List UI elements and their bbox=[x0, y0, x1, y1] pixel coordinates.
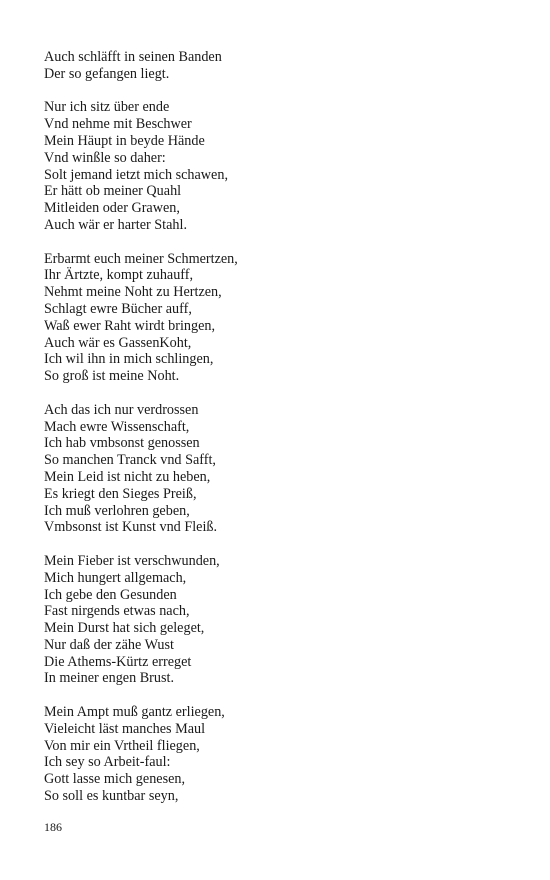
poem-line: Ach das ich nur verdrossen bbox=[44, 401, 199, 418]
stanza-3 bbox=[44, 251, 514, 385]
stanza-2 bbox=[44, 99, 514, 233]
poem-line: Mach ewre Wissenschaft, bbox=[44, 418, 190, 435]
poem-line: Nur daß der zähe Wust bbox=[44, 636, 174, 653]
poem-line: Mein Fieber ist verschwunden, bbox=[44, 552, 220, 569]
poem-line: Ich gebe den Gesunden bbox=[44, 586, 177, 603]
poem-line: Nur ich sitz über ende bbox=[44, 99, 170, 116]
poem-line: Mein Häupt in beyde Hände bbox=[44, 132, 205, 149]
poem-line: Ich sey so Arbeit-faul: bbox=[44, 754, 171, 771]
poem-line: Mich hungert allgemach, bbox=[44, 569, 187, 586]
stanza-1 bbox=[44, 49, 514, 83]
poem-line: Schlagt ewre Bücher auff, bbox=[44, 300, 192, 317]
poem-line: Auch wär es GassenKoht, bbox=[44, 334, 192, 351]
poem-line: Ich hab vmbsonst genossen bbox=[44, 435, 200, 452]
poem-line: In meiner engen Brust. bbox=[44, 670, 175, 687]
poem-line: Nehmt meine Noht zu Hertzen, bbox=[44, 284, 222, 301]
poem-line: Vnd nehme mit Beschwer bbox=[44, 116, 192, 133]
poem-line: Gott lasse mich genesen, bbox=[44, 771, 186, 788]
poem-line: So groß ist meine Noht. bbox=[44, 368, 180, 385]
poem-line: So manchen Tranck vnd Safft, bbox=[44, 452, 216, 469]
poem-line: Es kriegt den Sieges Preiß, bbox=[44, 485, 197, 502]
poem-line: Vmbsonst ist Kunst vnd Fleiß. bbox=[44, 519, 218, 536]
poem-line: Mein Ampt muß gantz erliegen, bbox=[44, 704, 225, 721]
poem-line: Solt jemand ietzt mich schawen, bbox=[44, 166, 228, 183]
poem-line: Mein Leid ist nicht zu heben, bbox=[44, 468, 211, 485]
poem-line: Ich wil ihn in mich schlingen, bbox=[44, 351, 214, 368]
poem-line: So soll es kuntbar seyn, bbox=[44, 788, 179, 805]
poem-line: Fast nirgends etwas nach, bbox=[44, 603, 190, 620]
poem-text bbox=[44, 49, 514, 822]
poem-line: Mein Durst hat sich geleget, bbox=[44, 620, 205, 637]
poem-line: Vieleicht läst manches Maul bbox=[44, 720, 206, 737]
poem-line: Auch wär er harter Stahl. bbox=[44, 216, 187, 233]
poem-line: Vnd winßle so daher: bbox=[44, 149, 166, 166]
poem-line: Auch schläfft in seinen Banden bbox=[44, 49, 222, 65]
stanza-6 bbox=[44, 704, 514, 805]
page-number: 186 bbox=[44, 820, 62, 834]
poem-line: Die Athems-Kürtz erreget bbox=[44, 653, 192, 670]
poem-line: Er hätt ob meiner Quahl bbox=[44, 183, 182, 200]
poem-line: Von mir ein Vrtheil fliegen, bbox=[44, 737, 200, 754]
poem-line: Der so gefangen liegt. bbox=[44, 65, 170, 82]
poem-line: Erbarmt euch meiner Schmertzen, bbox=[44, 250, 238, 267]
poem-line: Mitleiden oder Grawen, bbox=[44, 200, 180, 217]
poem-line: Ihr Ärtzte, kompt zuhauff, bbox=[44, 267, 194, 284]
poem-line: Waß ewer Raht wirdt bringen, bbox=[44, 317, 216, 334]
poem-line: Ich muß verlohren geben, bbox=[44, 502, 190, 519]
stanza-5 bbox=[44, 553, 514, 687]
stanza-4 bbox=[44, 402, 514, 536]
